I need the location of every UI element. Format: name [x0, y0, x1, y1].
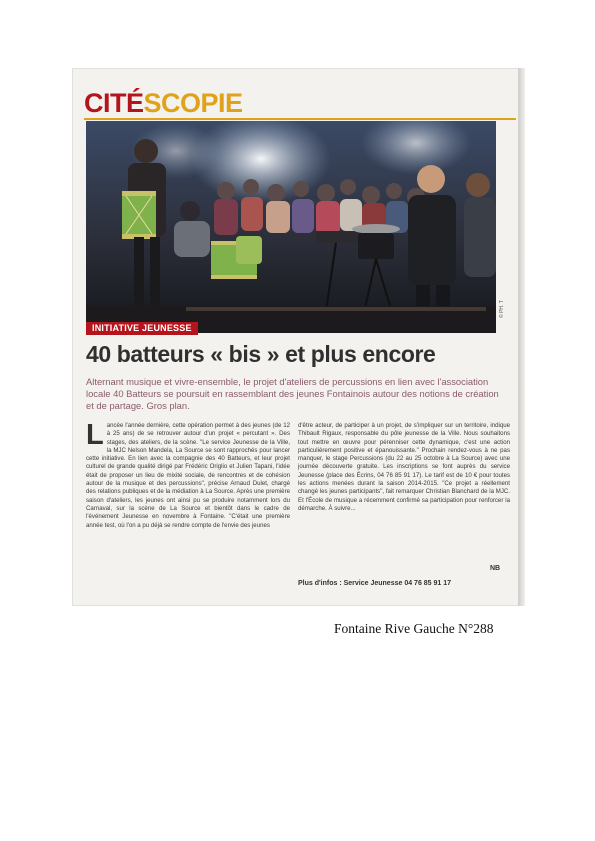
- article-column-2: [298, 422, 510, 513]
- column-1-text: ancée l'année dernière, cette opération permet à des jeunes (de 12 à 25 ans) de se retrouver autour d'un projet « percutant ». Des stages, des ateliers, de la scène. "Le service Jeunesse de la Ville, la MJC Nelson Mandela, La Source se sont rapprochés pour lancer cette initiative. En lien avec la compagnie des 40 Batteurs, et leur projet culturel de grande qualité dirigé par Frédéric Origlio et Julien Tapani, l'idée était de proposer un lieu de mixité sociale, de rencontres et de cohésion autour de la musique et des percussions", précise Arnaud Dulet, chargé des relations publiques et de la médiation à La Source. Après une première saison d'ateliers, les jeunes ont ainsi pu se produire notamment lors du Carnaval, sur la scène de La Source et bientôt dans le cadre de l'événement Jeunesse en novembre à Fontaine. "C'était une première année test, où l'on a pu déjà se rendre compte de l'envie des jeunes: [86, 422, 290, 529]
- author-signature: NB: [490, 565, 501, 572]
- brand-underline: [84, 118, 516, 120]
- article-column-1: [86, 419, 290, 530]
- article-lead: Alternant musique et vivre-ensemble, le projet d'ateliers de percussions en lien avec l'association locale 40 Batteurs se poursuit en rassemblant des jeunes Fontainois autour des notions de création et de partage. Gros plan.: [86, 376, 499, 411]
- more-info-line: Plus d'infos : Service Jeunesse 04 76 85 91 17: [298, 580, 452, 587]
- brand-part1: CITÉ: [84, 88, 144, 118]
- dropcap: L: [86, 419, 104, 451]
- section-tag: INITIATIVE JEUNESSE: [86, 322, 198, 335]
- concert-photo: [86, 121, 496, 333]
- article-headline: 40 batteurs « bis » et plus encore: [86, 341, 436, 367]
- section-brand: [84, 88, 243, 118]
- column-2-text: d'être acteur, de participer à un projet, de s'impliquer sur un territoire, indique Thibault Rigaux, responsable du pôle jeunesse de la Ville. Nous souhaitons tout mettre en œuvre pour pérenniser cette dynamique, c'est une action particulièrement positive et épanouissante." Prochain rendez-vous à ne pas manquer, le stage Percussions (du 22 au 25 octobre à La Source) avec une journée découverte gratuite. Les inscriptions se font auprès du service Jeunesse (place des Écrins, 04 76 85 91 17). Le tarif est de 10 € pour toutes les actions menées durant la saison 2014-2015. "Ce projet a réellement changé les jeunes participants", fait remarquer Christian Blanchard de la MJC. Et l'École de musique a récemment confirmé sa participation pour renforcer la démarche. À suivre...: [298, 422, 510, 512]
- page-caption: Fontaine Rive Gauche N°288: [334, 621, 494, 636]
- concert-photo-illustration: [86, 121, 496, 333]
- page-fold-edge: [518, 68, 525, 606]
- photo-credit: © PH. T: [499, 300, 505, 318]
- brand-part2: SCOPIE: [143, 88, 243, 118]
